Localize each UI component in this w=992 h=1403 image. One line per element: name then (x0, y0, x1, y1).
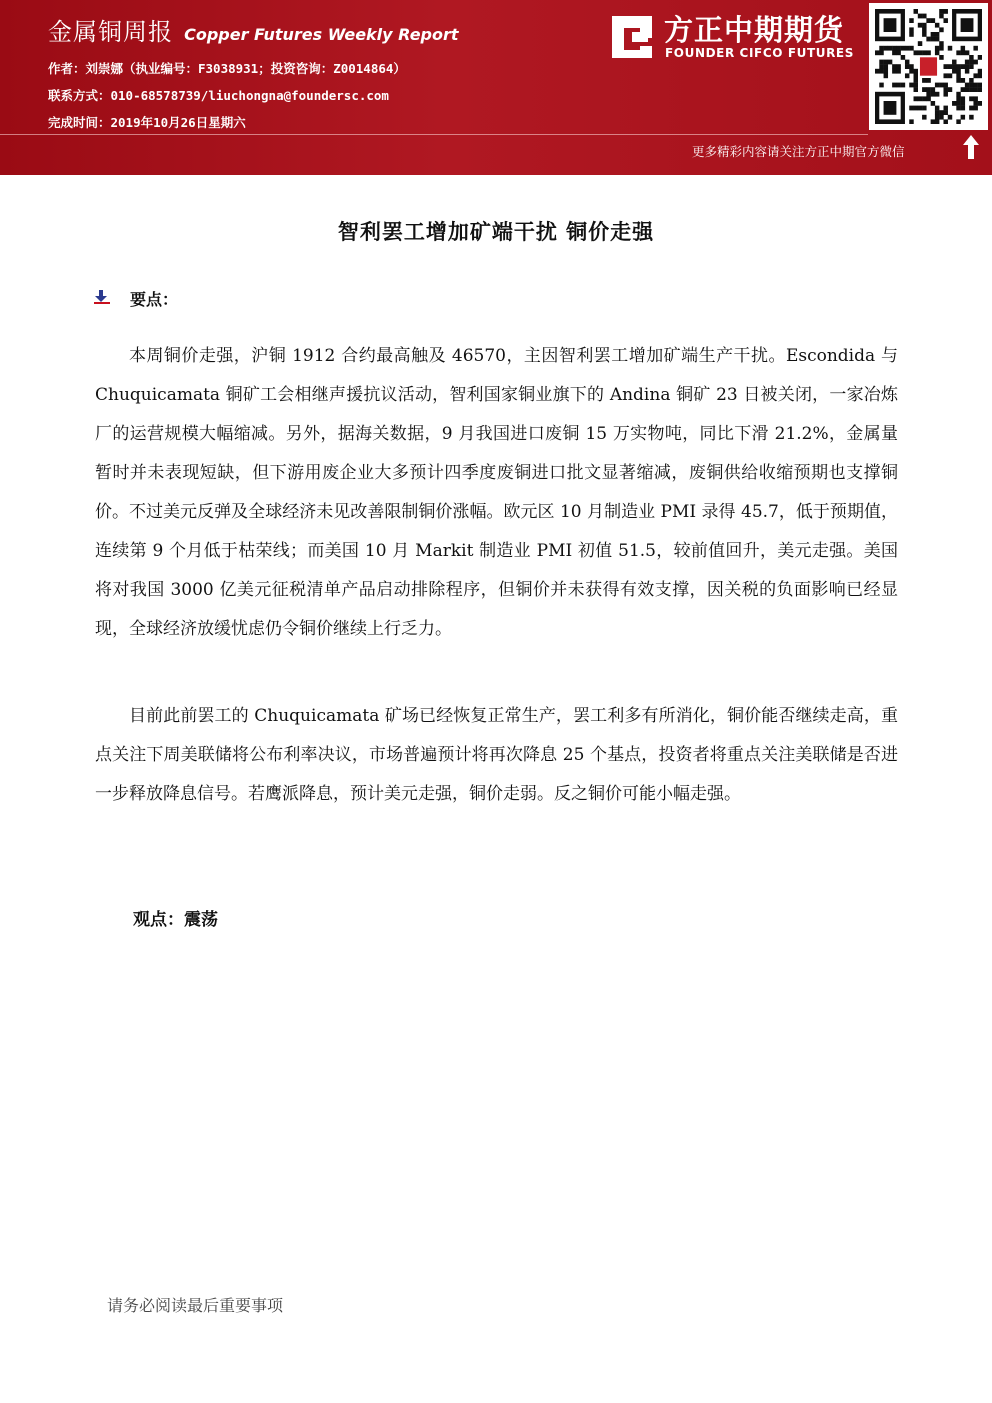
paragraph-2: 目前此前罢工的 Chuquicamata 矿场已经恢复正常生产，罢工利多有所消化，铜价能否继续走高，重点关注下周美联储将公布利率决议，市场普遍预计将再次降息 25 个基点，投资者将重点关注美联储是否进一步释放降息信号。若鹰派降息，预计美元走强，铜价走弱。反之铜价可能小幅走强。 (95, 706, 898, 804)
report-header (0, 0, 992, 175)
report-title (48, 12, 459, 47)
qr-code-icon (869, 3, 988, 130)
report-title-en: Copper Futures Weekly Report (184, 25, 459, 44)
date-line: 完成时间：2019年10月26日星期六 (48, 115, 246, 130)
founder-logo-icon (606, 12, 656, 62)
header-divider (0, 134, 868, 135)
author-line: 作者：刘崇娜（执业编号：F3038931；投资咨询：Z0014864） (48, 61, 406, 76)
contact-line: 联系方式：010-68578739/liuchongna@foundersc.com (48, 88, 389, 103)
follow-wechat-text: 更多精彩内容请关注方正中期官方微信 (692, 144, 905, 159)
document-title: 智利罢工增加矿端干扰 铜价走强 (337, 220, 655, 244)
up-arrow-icon[interactable] (962, 134, 980, 160)
brand-block (606, 10, 864, 66)
paragraph-1: 本周铜价走强，沪铜 1912 合约最高触及 46570，主因智利罢工增加矿端生产干扰。Escondida 与 Chuquicamata 铜矿工会相继声援抗议活动，智利国家铜业旗下的 Andina 铜矿 23 日被关闭，一家冶炼厂的运营规模大幅缩减。另外，据海关数据，9 月我国进口废铜 15 万实物吨，同比下滑 21.2%，金属量暂时并未表现短缺，但下游用废企业大多预计四季度废铜进口批文显著缩减，废铜供给收缩预期也支撑铜价。不过美元反弹及全球经济未见改善限制铜价涨幅。欧元区 10 月制造业 PMI 录得 45.7，低于预期值，连续第 9 个月低于枯荣线；而美国 10 月 Markit 制造业 PMI 初值 51.5，较前值回升，美元走强。美国将对我国 3000 亿美元征税清单产品启动排除程序，但铜价并未获得有效支撑，因关税的负面影响已经显现，全球经济放缓忧虑仍令铜价继续上行乏力。 (95, 346, 898, 639)
view-line: 观点：震荡 (133, 910, 218, 930)
bullet-arrow-icon (94, 290, 110, 304)
report-title-cn: 金属铜周报 (48, 18, 173, 46)
brand-name-en: FOUNDER CIFCO FUTURES (665, 46, 854, 60)
key-points-label: 要点： (130, 290, 179, 309)
brand-name-cn: 方正中期期货 (664, 13, 845, 47)
footer-notice: 请务必阅读最后重要事项 (107, 1296, 284, 1315)
